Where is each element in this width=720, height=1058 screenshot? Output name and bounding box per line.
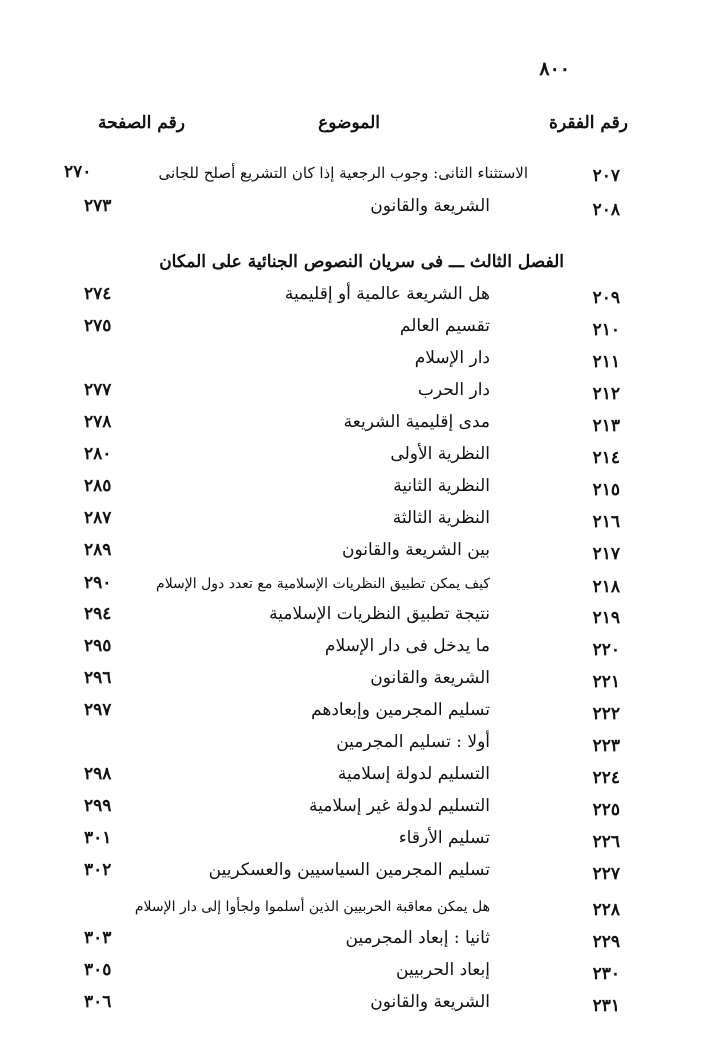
entry-page: ٢٧٤ — [84, 284, 112, 304]
entry-page: ٢٩٩ — [84, 796, 112, 816]
index-row — [70, 636, 620, 666]
entry-page: ٣٠١ — [84, 828, 112, 848]
paragraph-number: ٢١٧ — [592, 544, 620, 564]
index-row — [70, 764, 620, 794]
paragraph-number: ٢٢٣ — [592, 736, 620, 756]
index-row — [70, 896, 620, 926]
paragraph-number: ٢١٣ — [592, 416, 620, 436]
index-row — [70, 573, 620, 603]
paragraph-number: ٢١٠ — [592, 320, 620, 340]
paragraph-number: ٢٣٠ — [592, 964, 620, 984]
paragraph-number: ٢١٨ — [592, 577, 620, 597]
entry-page: ٢٧٥ — [84, 316, 112, 336]
entry-page: ٢٩٦ — [84, 668, 112, 688]
paragraph-number: ٢٢٤ — [592, 768, 620, 788]
paragraph-number: ٢١٢ — [592, 384, 620, 404]
entry-title: إبعاد الحربيين — [396, 960, 490, 980]
paragraph-number: ٢٢٧ — [592, 864, 620, 884]
paragraph-number: ٢٢٦ — [592, 832, 620, 852]
index-row — [70, 732, 620, 762]
entry-page: ٢٩٤ — [84, 604, 112, 624]
paragraph-number: ٢١٤ — [592, 448, 620, 468]
paragraph-number: ٢٢٨ — [592, 900, 620, 920]
entry-title: الشريعة والقانون — [370, 196, 490, 216]
entry-page: ٢٨٧ — [84, 508, 112, 528]
index-row — [70, 508, 620, 538]
entry-title: الشريعة والقانون — [370, 668, 490, 688]
entry-page: ٢٧٠ — [64, 162, 92, 182]
entry-title: كيف يمكن تطبيق النظريات الإسلامية مع تعدد دول الإسلام — [156, 576, 490, 592]
entry-page: ٢٩٥ — [84, 636, 112, 656]
paragraph-number: ٢١٩ — [592, 608, 620, 628]
paragraph-number: ٢٢٥ — [592, 800, 620, 820]
entry-title: هل الشريعة عالمية أو إقليمية — [284, 284, 490, 304]
entry-page: ٣٠٢ — [84, 860, 112, 880]
paragraph-number: ٢٠٨ — [592, 200, 620, 220]
subject-header: الموضوع — [318, 113, 380, 133]
entry-title: بين الشريعة والقانون — [342, 540, 490, 560]
entry-page: ٢٧٣ — [84, 196, 112, 216]
entry-title: دار الإسلام — [414, 348, 490, 368]
entry-page: ٢٩٠ — [84, 573, 112, 593]
index-row — [70, 444, 620, 474]
index-row — [70, 860, 620, 890]
entry-title: تسليم الأرقاء — [398, 828, 490, 848]
entry-page: ٢٧٧ — [84, 380, 112, 400]
paragraph-number: ٢١٥ — [592, 480, 620, 500]
entry-page: ٢٧٨ — [84, 412, 112, 432]
index-row — [70, 380, 620, 410]
table-header — [60, 113, 628, 143]
index-row — [70, 316, 620, 346]
entry-page: ٢٨٠ — [84, 444, 112, 464]
index-row — [70, 540, 620, 570]
entry-page: ٢٨٥ — [84, 476, 112, 496]
entry-title: تسليم المجرمين السياسيين والعسكريين — [208, 860, 490, 880]
paragraph-number-header: رقم الفقرة — [549, 113, 628, 133]
entry-page: ٢٩٧ — [84, 700, 112, 720]
index-row — [70, 196, 620, 226]
entry-title: التسليم لدولة إسلامية — [337, 764, 490, 784]
entry-page: ٢٨٩ — [84, 540, 112, 560]
paragraph-number: ٢٢٠ — [592, 640, 620, 660]
paragraph-number: ٢٠٧ — [592, 166, 620, 186]
index-row — [70, 668, 620, 698]
entry-title: مدى إقليمية الشريعة — [343, 412, 490, 432]
index-row — [70, 476, 620, 506]
index-row — [70, 700, 620, 730]
paragraph-number: ٢١١ — [592, 352, 620, 372]
index-row — [70, 348, 620, 378]
entry-title: دار الحرب — [417, 380, 490, 400]
index-row — [70, 604, 620, 634]
entry-title: هل يمكن معاقبة الحربيين الذين أسلموا ولجأوا إلى دار الإسلام — [134, 899, 490, 915]
entry-title: الشريعة والقانون — [370, 992, 490, 1012]
entry-page: ٣٠٥ — [84, 960, 112, 980]
entry-title: التسليم لدولة غير إسلامية — [309, 796, 490, 816]
entry-title: النظرية الثانية — [393, 476, 490, 496]
entry-title: تقسيم العالم — [399, 316, 490, 336]
paragraph-number: ٢٢٢ — [592, 704, 620, 724]
entry-title: أولا : تسليم المجرمين — [336, 732, 490, 752]
index-row — [70, 928, 620, 958]
entry-page: ٢٩٨ — [84, 764, 112, 784]
paragraph-number: ٢١٦ — [592, 512, 620, 532]
index-row — [70, 960, 620, 990]
paragraph-number: ٢٢١ — [592, 672, 620, 692]
index-row — [70, 992, 620, 1022]
index-row — [70, 828, 620, 858]
index-row — [70, 412, 620, 442]
entry-title: نتيجة تطبيق النظريات الإسلامية — [269, 604, 490, 624]
paragraph-number: ٢٣١ — [592, 996, 620, 1016]
index-row — [70, 796, 620, 826]
entry-title: النظرية الأولى — [390, 444, 490, 464]
chapter-heading: الفصل الثالث ـــ فى سريان النصوص الجنائية على المكان — [159, 252, 564, 272]
index-row — [70, 284, 620, 314]
page-number: ٨٠٠ — [539, 58, 570, 80]
page-number-header: رقم الصفحة — [98, 113, 185, 133]
index-row — [64, 162, 620, 192]
entry-title: النظرية الثالثة — [392, 508, 490, 528]
entry-title: الاستثناء الثانى: وجوب الرجعية إذا كان التشريع أصلح للجانى — [158, 164, 528, 182]
paragraph-number: ٢٠٩ — [592, 288, 620, 308]
entry-title: ما يدخل فى دار الإسلام — [324, 636, 490, 656]
entry-title: تسليم المجرمين وإبعادهم — [311, 700, 490, 720]
entry-page: ٣٠٦ — [84, 992, 112, 1012]
entry-page: ٣٠٣ — [84, 928, 112, 948]
paragraph-number: ٢٢٩ — [592, 932, 620, 952]
entry-title: ثانيا : إبعاد المجرمين — [345, 928, 490, 948]
